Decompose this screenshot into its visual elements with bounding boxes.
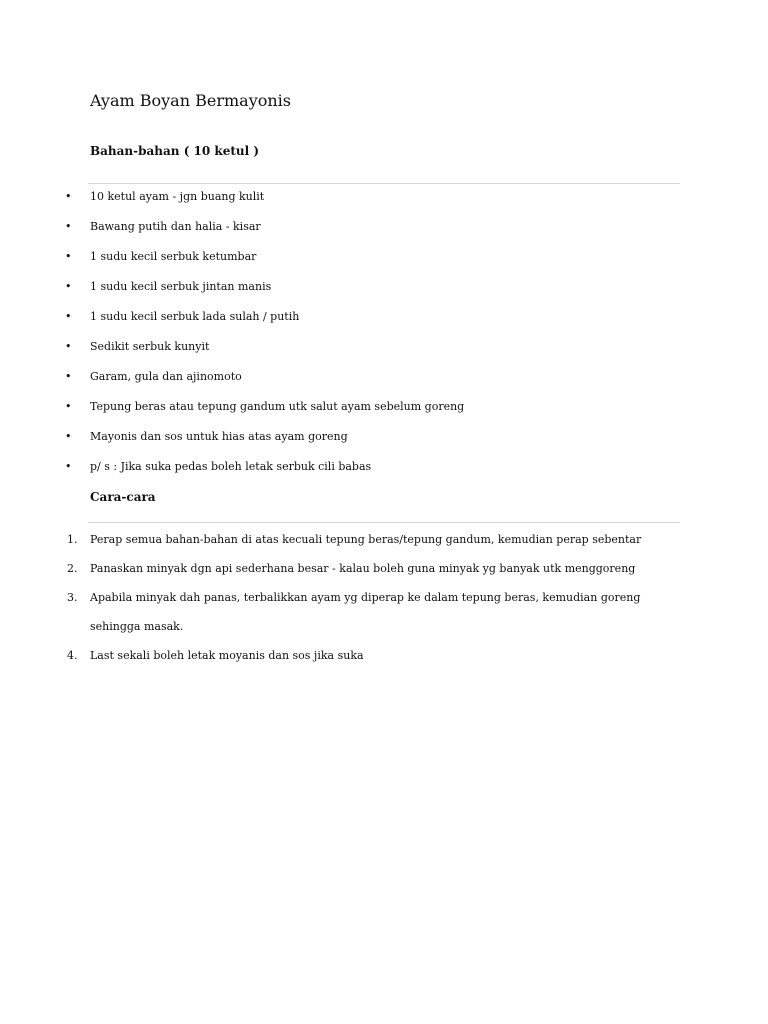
ingredient-text: 1 sudu kecil serbuk lada sulah / putih (90, 310, 300, 323)
bullet-icon: • (65, 370, 72, 383)
step-number: 2. (67, 562, 78, 575)
ingredient-text: Bawang putih dan halia - kisar (90, 220, 261, 233)
step-text: Last sekali boleh letak moyanis dan sos jika suka (90, 649, 364, 662)
step-number: 4. (67, 649, 78, 662)
bullet-icon: • (65, 190, 72, 203)
bullet-icon: • (65, 280, 72, 293)
bullet-icon: • (65, 340, 72, 353)
ingredient-text: Mayonis dan sos untuk hias atas ayam goreng (90, 430, 348, 443)
ingredient-text: 1 sudu kecil serbuk ketumbar (90, 250, 257, 263)
ingredient-text: 1 sudu kecil serbuk jintan manis (90, 280, 272, 293)
ingredient-text: Sedikit serbuk kunyit (90, 340, 210, 353)
bullet-icon: • (65, 430, 72, 443)
ingredient-text: Garam, gula dan ajinomoto (90, 370, 242, 383)
steps-heading: Cara-cara (90, 490, 156, 504)
steps-list (0, 531, 680, 676)
bullet-icon: • (65, 220, 72, 233)
ingredient-text: 10 ketul ayam - jgn buang kulit (90, 190, 265, 203)
steps-divider (88, 522, 680, 523)
ingredients-heading: Bahan-bahan ( 10 ketul ) (90, 144, 260, 158)
step-text: Panaskan minyak dgn api sederhana besar - kalau boleh guna minyak yg banyak utk menggoreng (90, 562, 636, 575)
recipe-title: Ayam Boyan Bermayonis (90, 91, 291, 110)
ingredients-divider (88, 183, 680, 184)
bullet-icon: • (65, 460, 72, 473)
list-item (0, 589, 680, 647)
list-item (0, 647, 680, 676)
step-number: 3. (67, 591, 78, 604)
step-text: Apabila minyak dah panas, terbalikkan ayam yg diperap ke dalam tepung beras, kemudian goreng sehingga masak. (90, 591, 641, 633)
ingredient-text: Tepung beras atau tepung gandum utk salut ayam sebelum goreng (90, 400, 465, 413)
bullet-icon: • (65, 250, 72, 263)
step-text: Perap semua bahan-bahan di atas kecuali tepung beras/tepung gandum, kemudian perap sebentar (90, 533, 642, 546)
ingredient-text: p/ s : Jika suka pedas boleh letak serbuk cili babas (90, 460, 372, 473)
step-number: 1. (67, 533, 78, 546)
bullet-icon: • (65, 400, 72, 413)
bullet-icon: • (65, 310, 72, 323)
